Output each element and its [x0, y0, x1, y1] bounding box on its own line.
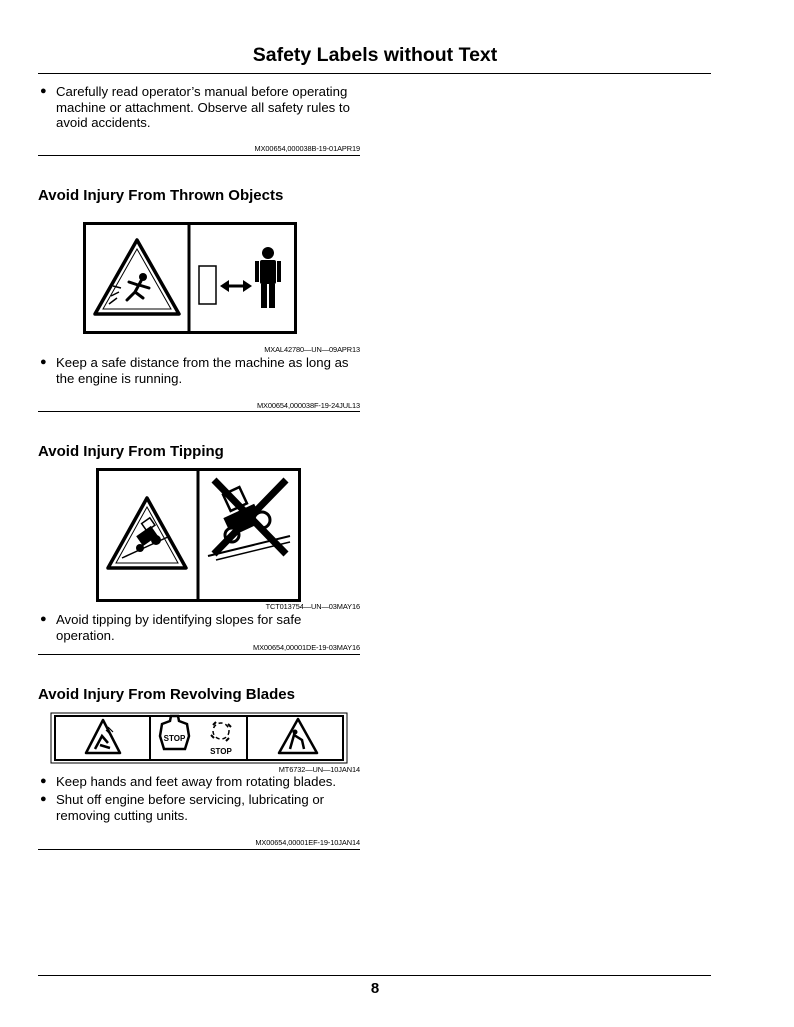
reference-code: MX00654,000038F-19-24JUL13 [257, 401, 360, 410]
machine-outline-icon [199, 266, 216, 304]
section-heading: Avoid Injury From Revolving Blades [38, 686, 295, 703]
stop-label: STOP [163, 734, 186, 743]
bullet-text: Avoid tipping by identifying slopes for safe operation. [56, 612, 302, 643]
section-rule [38, 654, 360, 655]
bullet-text: Shut off engine before servicing, lubricating or removing cutting units. [56, 792, 325, 823]
section-rule [38, 849, 360, 850]
bullet-dot: ● [40, 85, 47, 97]
bullet-dot: ● [40, 356, 47, 368]
section-heading: Avoid Injury From Thrown Objects [38, 187, 284, 204]
figure-code: MXAL42780—UN—09APR13 [264, 345, 360, 354]
tipping-safety-label [96, 468, 301, 602]
reference-code: MX00654,000038B-19-01APR19 [254, 144, 360, 153]
header-rule [38, 73, 711, 74]
list-item [40, 612, 362, 643]
page-number: 8 [370, 980, 380, 997]
figure-code: MT6732—UN—10JAN14 [278, 765, 360, 774]
figure-code: TCT013754—UN—03MAY16 [265, 602, 360, 611]
bullet-dot: ● [40, 793, 47, 805]
section-heading: Avoid Injury From Tipping [38, 443, 224, 460]
list-item [40, 774, 362, 790]
revolving-blades-safety-label [50, 712, 348, 764]
reference-code: MX00654,00001DE-19-03MAY16 [253, 643, 360, 652]
bullet-dot: ● [40, 775, 47, 787]
list-item [40, 84, 362, 131]
thrown-objects-safety-label [83, 222, 297, 334]
section-rule [38, 155, 360, 156]
bullet-text: Keep hands and feet away from rotating blades. [56, 774, 337, 789]
list-item [40, 355, 362, 386]
footer-rule [38, 975, 711, 976]
page-title: Safety Labels without Text [252, 44, 498, 66]
bullet-text: Carefully read operator’s manual before operating machine or attachment. Observe all safety rules to avoid accidents. [56, 84, 350, 131]
reference-code: MX00654,00001EF-19-10JAN14 [255, 838, 360, 847]
list-item [40, 792, 362, 823]
stop-label: STOP [210, 747, 232, 756]
bullet-dot: ● [40, 613, 47, 625]
bullet-text: Keep a safe distance from the machine as long as the engine is running. [56, 355, 349, 386]
section-rule [38, 411, 360, 412]
